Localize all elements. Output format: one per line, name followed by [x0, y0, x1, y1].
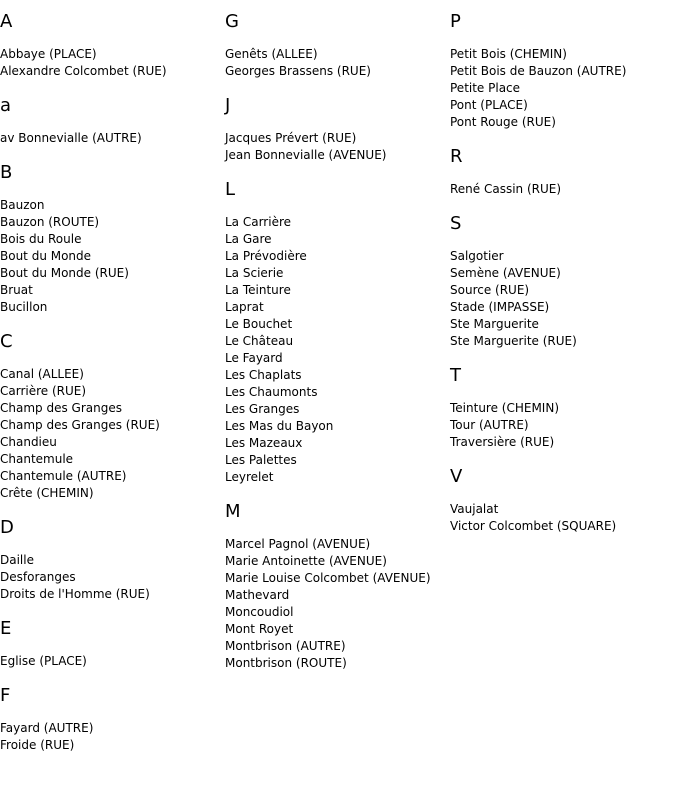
street-link[interactable]: La Teinture [225, 283, 291, 297]
street-link[interactable]: Eglise (PLACE) [0, 654, 87, 668]
group-letter-heading: E [0, 618, 12, 639]
group-letter-heading: B [0, 162, 13, 183]
street-link[interactable]: Les Chaumonts [225, 385, 318, 399]
street-link[interactable]: av Bonnevialle (AUTRE) [0, 131, 142, 145]
group-letter-heading: G [225, 11, 239, 32]
street-list [0, 653, 225, 670]
column-3 [450, 11, 675, 550]
group-letter-heading: a [0, 95, 12, 116]
letter-group [225, 11, 450, 80]
street-link[interactable]: Pont Rouge (RUE) [450, 115, 556, 129]
street-link[interactable]: Mathevard [225, 588, 290, 602]
street-link[interactable]: Les Chaplats [225, 368, 302, 382]
street-link[interactable]: Salgotier [450, 249, 504, 263]
letter-group [450, 213, 675, 350]
group-letter-heading: J [225, 95, 231, 116]
street-list [225, 536, 450, 672]
street-link[interactable]: Teinture (CHEMIN) [450, 401, 560, 415]
letter-group [0, 331, 225, 502]
letter-group [225, 95, 450, 164]
letter-group [450, 146, 675, 198]
street-link[interactable]: Les Mas du Bayon [225, 419, 334, 433]
street-list [450, 248, 675, 350]
street-link[interactable]: René Cassin (RUE) [450, 182, 562, 196]
letter-group [0, 685, 225, 754]
street-link[interactable]: Source (RUE) [450, 283, 530, 297]
letter-group [450, 365, 675, 451]
column-2 [225, 11, 450, 687]
street-link[interactable]: Champ des Granges (RUE) [0, 418, 160, 432]
street-link[interactable]: La Scierie [225, 266, 284, 280]
street-link[interactable]: La Prévodière [225, 249, 307, 263]
street-link[interactable]: Carrière (RUE) [0, 384, 87, 398]
street-link[interactable]: Chantemule (AUTRE) [0, 469, 127, 483]
street-link[interactable]: Les Granges [225, 402, 300, 416]
street-link[interactable]: Les Palettes [225, 453, 297, 467]
group-letter-heading: R [450, 146, 463, 167]
street-link[interactable]: Abbaye (PLACE) [0, 47, 97, 61]
letter-group [225, 179, 450, 486]
street-list [225, 46, 450, 80]
street-link[interactable]: Victor Colcombet (SQUARE) [450, 519, 617, 533]
street-list [0, 130, 225, 147]
street-link[interactable]: Leyrelet [225, 470, 274, 484]
street-list [0, 197, 225, 316]
street-link[interactable]: Crête (CHEMIN) [0, 486, 94, 500]
street-link[interactable]: Froide (RUE) [0, 738, 75, 752]
street-link[interactable]: Droits de l'Homme (RUE) [0, 587, 150, 601]
letter-group [225, 501, 450, 672]
street-link[interactable]: Chantemule [0, 452, 74, 466]
street-list [450, 400, 675, 451]
letter-group [0, 517, 225, 603]
street-link[interactable]: Laprat [225, 300, 264, 314]
column-1 [0, 11, 225, 769]
street-link[interactable]: Petite Place [450, 81, 521, 95]
letter-group [0, 95, 225, 147]
letter-group [450, 11, 675, 131]
group-letter-heading: L [225, 179, 236, 200]
street-list [450, 46, 675, 131]
street-link[interactable]: Stade (IMPASSE) [450, 300, 550, 314]
street-list [0, 552, 225, 603]
street-list [225, 130, 450, 164]
street-link[interactable]: Montbrison (ROUTE) [225, 656, 347, 670]
group-letter-heading: C [0, 331, 13, 352]
street-link[interactable]: Marie Antoinette (AVENUE) [225, 554, 387, 568]
letter-group [0, 162, 225, 316]
group-letter-heading: M [225, 501, 241, 522]
street-link[interactable]: La Gare [225, 232, 272, 246]
street-link[interactable]: Desforanges [0, 570, 76, 584]
letter-group [450, 466, 675, 535]
street-link[interactable]: Bruat [0, 283, 33, 297]
street-link[interactable]: Fayard (AUTRE) [0, 721, 94, 735]
street-link[interactable]: Champ des Granges [0, 401, 122, 415]
street-link[interactable]: Daille [0, 553, 34, 567]
group-letter-heading: V [450, 466, 463, 487]
group-letter-heading: P [450, 11, 461, 32]
street-link[interactable]: Le Château [225, 334, 294, 348]
street-list [450, 501, 675, 535]
group-letter-heading: T [450, 365, 461, 386]
street-list [0, 366, 225, 502]
letter-group [0, 11, 225, 80]
street-link[interactable]: Marcel Pagnol (AVENUE) [225, 537, 371, 551]
group-letter-heading: D [0, 517, 14, 538]
street-link[interactable]: Tour (AUTRE) [450, 418, 529, 432]
group-letter-heading: S [450, 213, 462, 234]
street-list [450, 181, 675, 198]
street-link[interactable]: Ste Marguerite (RUE) [450, 334, 577, 348]
street-link[interactable]: Marie Louise Colcombet (AVENUE) [225, 571, 431, 585]
street-link[interactable]: Pont (PLACE) [450, 98, 528, 112]
street-link[interactable]: Canal (ALLEE) [0, 367, 84, 381]
group-letter-heading: F [0, 685, 11, 706]
street-link[interactable]: Petit Bois (CHEMIN) [450, 47, 567, 61]
street-list [0, 720, 225, 754]
street-list [0, 46, 225, 80]
street-link[interactable]: Semène (AVENUE) [450, 266, 561, 280]
street-link[interactable]: Jean Bonnevialle (AVENUE) [225, 148, 387, 162]
street-link[interactable]: Bout du Monde [0, 249, 92, 263]
street-link[interactable]: Chandieu [0, 435, 57, 449]
street-link[interactable]: Bauzon [0, 198, 45, 212]
street-link[interactable]: Le Fayard [225, 351, 283, 365]
street-list [225, 214, 450, 486]
street-link[interactable]: Les Mazeaux [225, 436, 303, 450]
street-link[interactable]: Ste Marguerite [450, 317, 539, 331]
street-link[interactable]: Bois du Roule [0, 232, 82, 246]
street-link[interactable]: Bout du Monde (RUE) [0, 266, 129, 280]
street-link[interactable]: Georges Brassens (RUE) [225, 64, 371, 78]
street-link[interactable]: Alexandre Colcombet (RUE) [0, 64, 167, 78]
street-link[interactable]: Le Bouchet [225, 317, 293, 331]
street-link[interactable]: Vaujalat [450, 502, 499, 516]
street-link[interactable]: Petit Bois de Bauzon (AUTRE) [450, 64, 627, 78]
street-link[interactable]: Jacques Prévert (RUE) [225, 131, 357, 145]
street-link[interactable]: Montbrison (AUTRE) [225, 639, 346, 653]
street-link[interactable]: Mont Royet [225, 622, 294, 636]
street-link[interactable]: Genêts (ALLEE) [225, 47, 318, 61]
street-link[interactable]: Bucillon [0, 300, 48, 314]
street-link[interactable]: Moncoudiol [225, 605, 294, 619]
letter-group [0, 618, 225, 670]
street-link[interactable]: Bauzon (ROUTE) [0, 215, 100, 229]
street-link[interactable]: Traversière (RUE) [450, 435, 555, 449]
group-letter-heading: A [0, 11, 13, 32]
street-link[interactable]: La Carrière [225, 215, 292, 229]
